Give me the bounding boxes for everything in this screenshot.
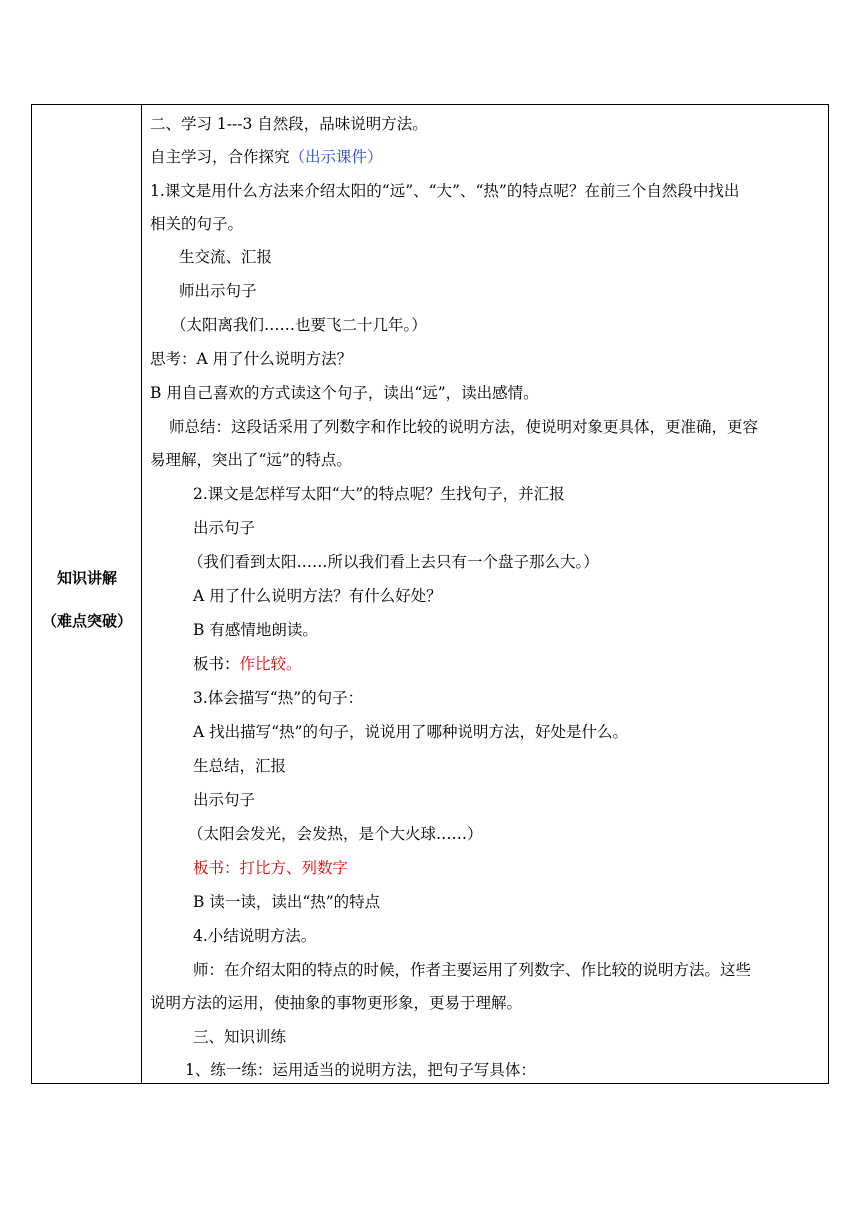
text-segment: 自主学习，合作探究 (150, 148, 290, 166)
text-line: （我们看到太阳……所以我们看上去只有一个盘子那么大。） (188, 553, 599, 571)
board-note: 作比较。 (239, 655, 302, 673)
text-line: 易理解，突出了“远”的特点。 (150, 451, 352, 469)
text-line: 1、练一练：运用适当的说明方法，把句子写具体： (185, 1061, 536, 1079)
text-line: 出示句子 (193, 519, 256, 537)
text-line: 3.体会描写“热”的句子： (193, 689, 364, 707)
text-line: 出示句子 (193, 791, 256, 809)
text-segment: 板书： (193, 655, 240, 673)
text-line: B 用自己喜欢的方式读这个句子，读出“远”，读出感情。 (150, 384, 539, 402)
text-line: 思考：A 用了什么说明方法？ (150, 350, 353, 368)
text-line: A 用了什么说明方法？有什么好处？ (193, 587, 442, 605)
heading-line: 二、学习 1---3 自然段，品味说明方法。 (150, 115, 428, 133)
text-line: 4.小结说明方法。 (193, 927, 317, 945)
text-line (193, 654, 302, 674)
text-line: B 读一读，读出“热”的特点 (193, 893, 381, 911)
board-note: 板书：打比方、列数字 (193, 859, 349, 877)
text-line: A 找出描写“热”的句子，说说用了哪种说明方法，好处是什么。 (193, 723, 628, 741)
text-line: 三、知识训练 (193, 1028, 287, 1046)
text-line: 师总结：这段话采用了列数字和作比较的说明方法，使说明对象更具体，更准确，更容 (169, 418, 759, 436)
text-line: B 有感情地朗读。 (193, 621, 318, 639)
lesson-table (31, 104, 829, 1084)
text-line: 生交流、汇报 (179, 248, 273, 266)
text-line: 1.课文是用什么方法来介绍太阳的“远”、“大”、“热”的特点呢？在前三个自然段中找出 (150, 182, 740, 200)
text-line: （太阳会发光，会发热，是个大火球……） (188, 825, 483, 843)
text-line: 师：在介绍太阳的特点的时候，作者主要运用了列数字、作比较的说明方法。这些 (193, 961, 752, 979)
section-title: 知识讲解 (56, 569, 117, 587)
text-line: 2.课文是怎样写太阳“大”的特点呢？生找句子，并汇报 (193, 485, 565, 503)
text-line: 相关的句子。 (150, 215, 244, 233)
text-line (150, 147, 383, 167)
content-cell (142, 105, 828, 1083)
courseware-note: （出示课件） (289, 148, 383, 166)
text-line: 生总结，汇报 (193, 757, 287, 775)
section-subtitle: （难点突破） (41, 612, 132, 630)
text-line: 师出示句子 (179, 282, 257, 300)
left-label-cell (32, 105, 142, 1083)
text-line: 说明方法的运用，使抽象的事物更形象，更易于理解。 (150, 994, 523, 1012)
text-line: （太阳离我们……也要飞二十几年。） (171, 316, 427, 334)
